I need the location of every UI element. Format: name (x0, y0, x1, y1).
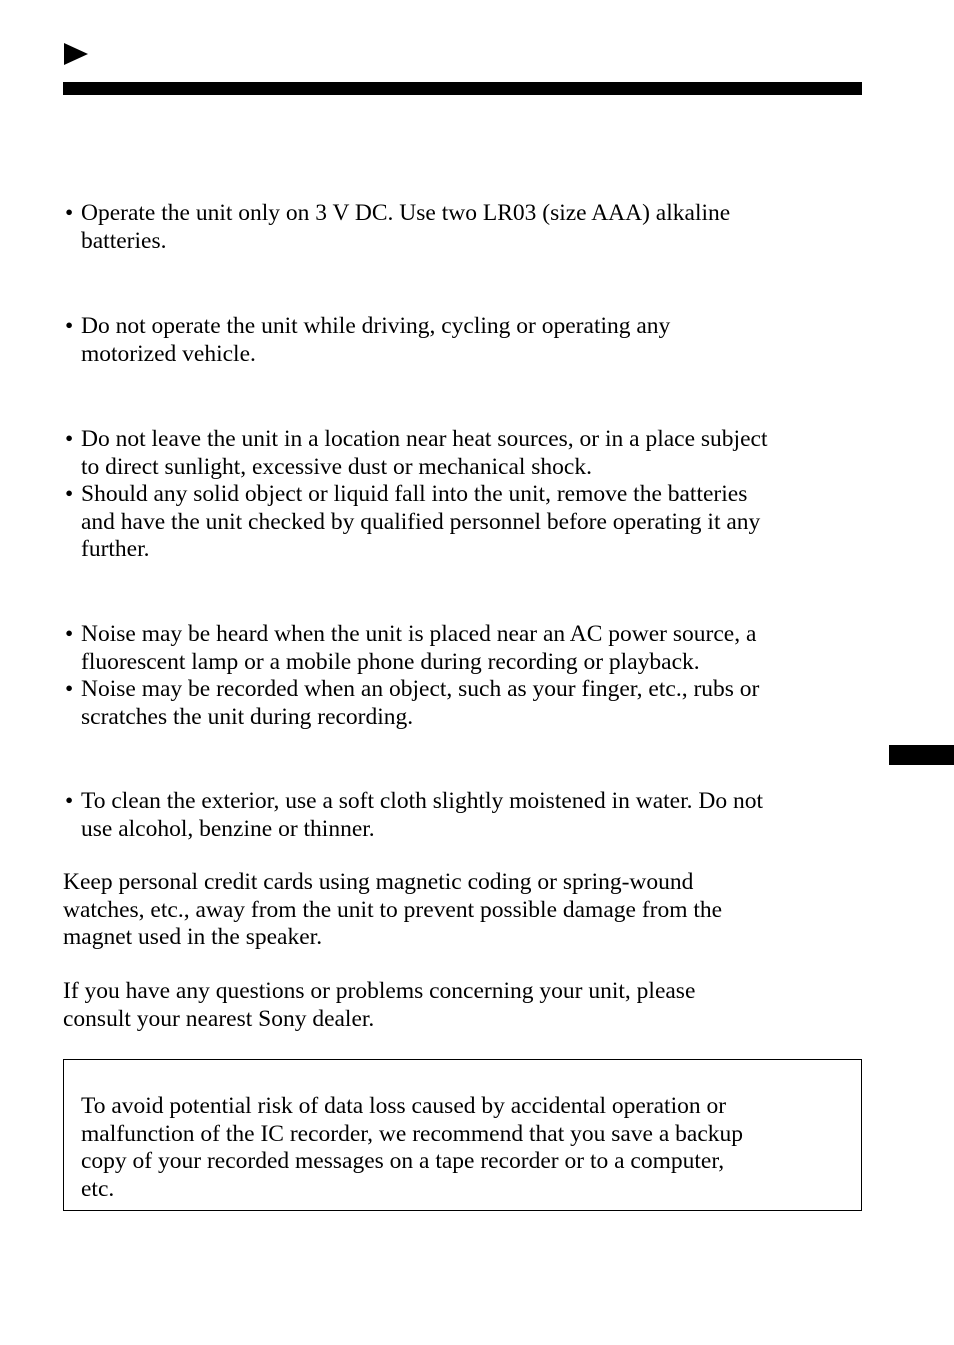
bullet-item: • Do not operate the unit while driving, cycling or operating any motorized vehicle. (65, 313, 671, 367)
side-index-tab (889, 745, 954, 765)
section-marker-icon (64, 43, 88, 65)
bullet-item: • Noise may be heard when the unit is placed near an AC power source, a fluorescent lamp or a mobile phone during recording or playback. (65, 621, 757, 675)
bullet-item: • Should any solid object or liquid fall into the unit, remove the batteries and have the unit checked by qualified personnel before operating it any further. (65, 481, 761, 562)
bullet-item: • Operate the unit only on 3 V DC. Use two LR03 (size AAA) alkaline batteries. (65, 200, 731, 254)
notice-box (63, 1059, 862, 1211)
contact-paragraph: If you have any questions or problems concerning your unit, please consult your nearest Sony dealer. (63, 978, 696, 1032)
bullet-item: • Do not leave the unit in a location near heat sources, or in a place subject to direct sunlight, excessive dust or mechanical shock. (65, 426, 768, 480)
bullet-item: • To clean the exterior, use a soft cloth slightly moistened in water. Do not use alcohol, benzine or thinner. (65, 788, 764, 842)
credit-card-paragraph: Keep personal credit cards using magnetic coding or spring-wound watches, etc., away from the unit to prevent possible damage from the magnet used in the speaker. (63, 869, 723, 950)
header-rule (63, 82, 862, 95)
notice-text: To avoid potential risk of data loss caused by accidental operation or malfunction of the IC recorder, we recommend that you save a backup copy of your recorded messages on a tape recorder or to a computer, etc. (81, 1093, 744, 1202)
bullet-item: • Noise may be recorded when an object, such as your finger, etc., rubs or scratches the unit during recording. (65, 676, 760, 730)
